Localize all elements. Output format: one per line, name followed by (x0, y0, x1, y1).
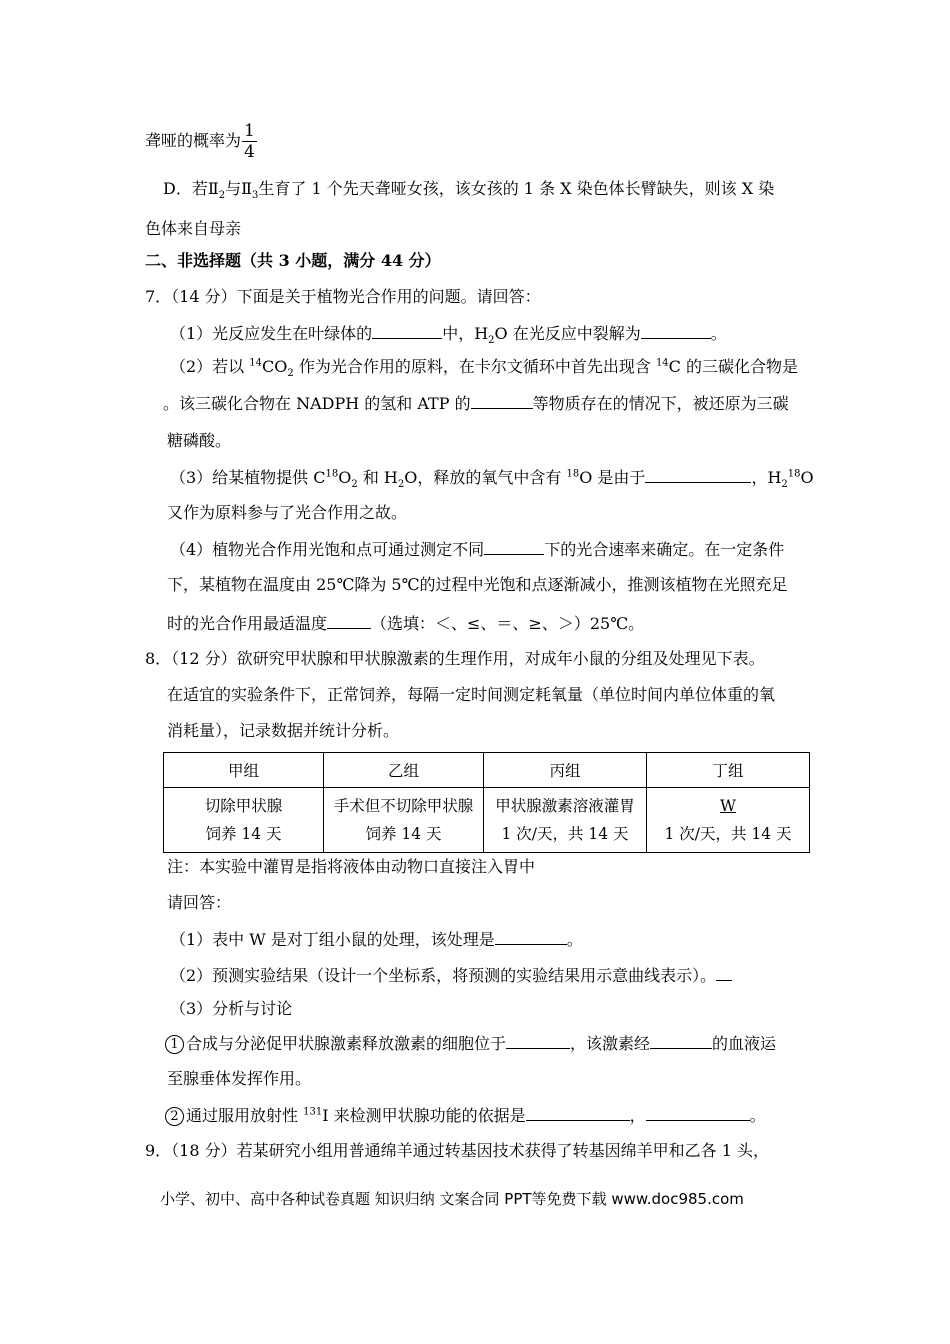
q7-p4-text: 下的光合速率来确定。在一定条件 (544, 540, 785, 559)
superscript: 18 (787, 468, 801, 480)
table-header-cell: 丁组 (647, 753, 810, 788)
q7-part4 (170, 538, 784, 561)
superscript: 18 (325, 468, 339, 480)
cell-line: 饲养 14 天 (205, 825, 282, 843)
answer-blank[interactable] (372, 322, 442, 339)
q8-circle1-line2: 至腺垂体发挥作用。 (167, 1069, 312, 1088)
q7-p3-text: O 是由于 (579, 468, 646, 487)
superscript: 14 (249, 357, 263, 369)
option-d-text: 生育了 1 个先天聋哑女孩，该女孩的 1 条 X 染色体长臂缺失，则该 X 染 (258, 179, 775, 198)
cell-line-w: W (720, 797, 736, 815)
q7-part2-line2 (163, 392, 789, 415)
answer-blank[interactable] (471, 392, 533, 409)
option-d-text: 与Ⅱ (225, 179, 252, 198)
q8-c2-text: I 来检测甲状腺功能的依据是 (322, 1106, 526, 1125)
subscript: 2 (218, 190, 226, 202)
answer-blank[interactable] (506, 1032, 570, 1049)
q7-p1-text: O 在光反应中裂解为 (494, 324, 641, 343)
subscript: 2 (397, 479, 405, 491)
q8-c2-text: 通过服用放射性 (186, 1106, 304, 1125)
table-header-row (164, 753, 810, 788)
answer-blank[interactable] (495, 928, 567, 945)
answer-blank[interactable] (327, 612, 371, 629)
q7-part3-line2: 又作为原料参与了光合作用之故。 (167, 503, 408, 522)
subscript: 2 (287, 368, 294, 380)
q8-head: 8．（12 分）欲研究甲状腺和甲状腺激素的生理作用，对成年小鼠的分组及处理见下表。 (145, 649, 765, 668)
superscript: 131 (303, 1106, 323, 1118)
table-cell (647, 788, 810, 853)
q7-p3-text: 和 H (357, 468, 398, 487)
subscript: 2 (488, 335, 495, 347)
q8-circle2 (165, 1104, 766, 1127)
footer-text: 小学、初中、高中各种试卷真题 知识归纳 文案合同 PPT等免费下载 www.doc985.com (160, 1190, 744, 1208)
table-row (164, 788, 810, 853)
cell-line: 饲养 14 天 (365, 825, 442, 843)
q7-part1 (170, 322, 727, 345)
table-cell (164, 788, 324, 853)
q8-answer3: （3）分析与讨论 (170, 999, 293, 1018)
q7-p2-text: CO (262, 357, 288, 376)
option-d-line2: 色体来自母亲 (145, 219, 242, 238)
section-title: 二、非选择题（共 3 小题，满分 44 分） (145, 251, 441, 270)
answer-blank[interactable] (641, 322, 711, 339)
table-header-cell: 甲组 (164, 753, 324, 788)
cell-line: 1 次/天，共 14 天 (664, 825, 792, 843)
q7-p2-text: C 的三碳化合物是 (668, 357, 799, 376)
circled-number: 2 (165, 1107, 184, 1126)
q7-p3-text: O (800, 468, 814, 487)
q7-p1-text: 。 (710, 324, 727, 343)
cell-line: 手术但不切除甲状腺 (333, 797, 474, 815)
q8-c2-text: ， (629, 1106, 646, 1125)
q7-part2-line3: 糖磷酸。 (167, 431, 232, 450)
superscript: 18 (566, 468, 580, 480)
q7-part4-line3 (167, 612, 644, 635)
table-cell (324, 788, 484, 853)
q8-line2: 在适宜的实验条件下，正常饲养，每隔一定时间测定耗氧量（单位时间内单位体重的氧 (167, 685, 776, 704)
table-note: 注：本实验中灌胃是指将液体由动物口直接注入胃中 (167, 857, 536, 876)
answer-blank[interactable] (716, 964, 732, 981)
q7-p4-text: （选填：＜、≤、＝、≥、＞）25℃。 (371, 614, 645, 633)
q8-a1-text: 。 (566, 930, 583, 949)
q7-p2-text: 等物质存在的情况下，被还原为三碳 (532, 394, 789, 413)
q8-a2-text: （2）预测实验结果（设计一个坐标系，将预测的实验结果用示意曲线表示）。 (170, 966, 717, 985)
option-c-tail (145, 118, 257, 164)
q7-p3-text: ，H (751, 468, 782, 487)
q7-part4-line2: 下，某植物在温度由 25℃降为 5℃的过程中光饱和点逐渐减小，推测该植物在光照充足 (167, 575, 788, 594)
answer-blank[interactable] (645, 466, 751, 483)
q8-answer2 (170, 964, 732, 987)
answer-blank[interactable] (526, 1104, 630, 1121)
q7-p1-text: （1）光反应发生在叶绿体的 (170, 324, 373, 343)
q7-p4-text: （4）植物光合作用光饱和点可通过测定不同 (170, 540, 485, 559)
q8-c1-text: ，该激素经 (570, 1034, 651, 1053)
q9-head: 9．（18 分）若某研究小组用普通绵羊通过转基因技术获得了转基因绵羊甲和乙各 1 头， (145, 1141, 769, 1160)
q7-p2-text: （2）若以 (170, 357, 250, 376)
table-header-cell: 乙组 (324, 753, 484, 788)
q8-c1-text: 的血液运 (712, 1034, 777, 1053)
subscript: 3 (251, 190, 259, 202)
table-header-cell: 丙组 (484, 753, 647, 788)
q8-line3: 消耗量），记录数据并统计分析。 (167, 721, 400, 740)
q7-part3 (170, 466, 814, 489)
superscript: 14 (655, 357, 669, 369)
q7-p3-text: O，释放的氧气中含有 (404, 468, 567, 487)
q7-p4-text: 时的光合作用最适温度 (167, 614, 328, 633)
q8-ask: 请回答： (167, 893, 232, 912)
fraction-numerator: 1 (244, 121, 255, 141)
answer-blank[interactable] (650, 1032, 712, 1049)
q7-part2 (170, 356, 798, 378)
q8-circle1 (165, 1032, 776, 1055)
q8-c2-text: 。 (749, 1106, 766, 1125)
q7-p2-text: 作为光合作用的原料，在卡尔文循环中首先出现含 (293, 357, 656, 376)
q8-c1-text: 合成与分泌促甲状腺激素释放激素的细胞位于 (186, 1034, 507, 1053)
q7-p1-text: 中，H (442, 324, 489, 343)
subscript: 2 (351, 479, 358, 491)
option-c-text: 聋哑的概率为 (145, 131, 242, 150)
fraction-denominator: 4 (244, 142, 255, 162)
option-d (163, 178, 774, 200)
q8-answer1 (170, 928, 583, 951)
cell-line: 1 次/天，共 14 天 (501, 825, 629, 843)
q7-head: 7．（14 分）下面是关于植物光合作用的问题。请回答： (145, 287, 541, 306)
circled-number: 1 (165, 1035, 184, 1054)
experiment-table (163, 752, 810, 853)
q8-a1-text: （1）表中 W 是对丁组小鼠的处理，该处理是 (170, 930, 495, 949)
table-cell (484, 788, 647, 853)
q7-p3-text: （3）给某植物提供 C (170, 468, 326, 487)
q7-p2-text: 。该三碳化合物在 NADPH 的氢和 ATP 的 (163, 394, 471, 413)
subscript: 2 (781, 479, 788, 491)
answer-blank[interactable] (484, 538, 544, 555)
q7-p3-text: O (338, 468, 352, 487)
cell-line: 甲状腺激素溶液灌胃 (495, 797, 635, 815)
fraction (242, 121, 257, 162)
answer-blank[interactable] (646, 1104, 750, 1121)
option-d-text: D．若Ⅱ (163, 179, 219, 198)
cell-line: 切除甲状腺 (204, 797, 283, 815)
